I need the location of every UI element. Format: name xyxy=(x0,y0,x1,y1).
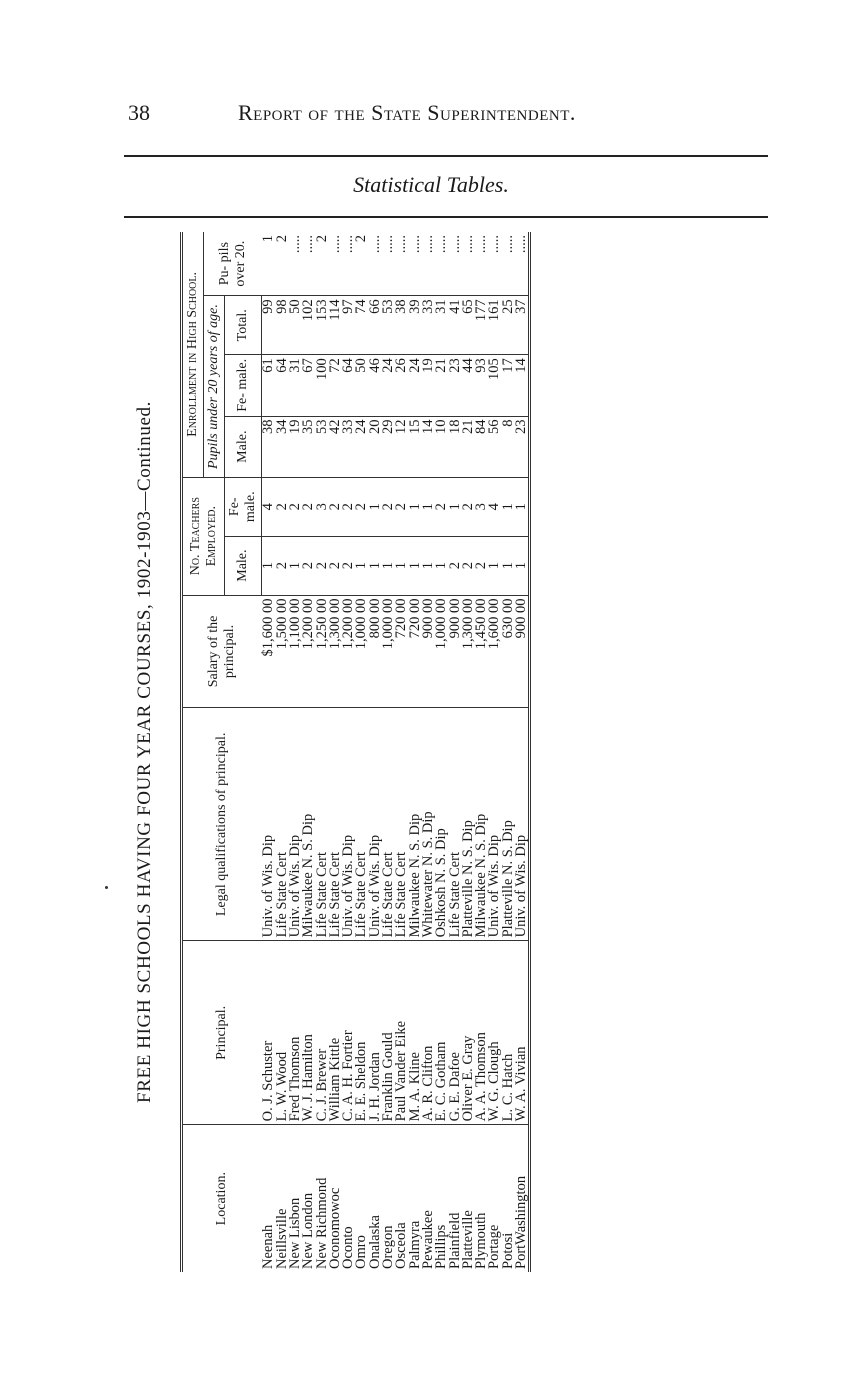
cell-principal: W. J. Hamilton xyxy=(302,941,315,1125)
cell-qualification: Oshkosh N. S. Dip xyxy=(435,708,448,941)
cell-pupils-total: 53 xyxy=(382,296,395,355)
header-over20: Pu- pils over 20. xyxy=(204,232,262,296)
cell-location: Pewaukee xyxy=(419,1210,436,1269)
cell-qualification: Univ. of Wis. Dip xyxy=(515,708,530,941)
cell-salary: 900 00 xyxy=(422,595,435,708)
cell-pupils-total: 153 xyxy=(316,296,329,355)
cell-principal: W. G. Clough xyxy=(488,941,501,1125)
cell-pupils-male: 18 xyxy=(449,416,462,477)
cell-pupils-male: 29 xyxy=(382,416,395,477)
table-body xyxy=(262,232,530,1272)
cell-location: New London xyxy=(300,1192,317,1269)
cell-qualification: Milwaukee N. S. Dip xyxy=(409,708,422,941)
cell-principal: J. H. Jordan xyxy=(369,941,382,1125)
cell-over20: ..... xyxy=(475,232,488,296)
cell-pupils-female: 23 xyxy=(449,355,462,416)
cell-pupils-total: 102 xyxy=(302,296,315,355)
cell-pupils-male: 10 xyxy=(435,416,448,477)
header-pupils-total: Total. xyxy=(225,296,262,355)
header-enrollment-group: Enrollment in High School. xyxy=(182,232,204,477)
cell-qualification: Life State Cert xyxy=(316,708,329,941)
cell-location: Omro xyxy=(353,1235,370,1269)
cell-pupils-female: 21 xyxy=(435,355,448,416)
cell-over20: ..... xyxy=(422,232,435,296)
table-title: FREE HIGH SCHOOLS HAVING FOUR YEAR COURSES, 1902-1903—Continued. xyxy=(134,401,155,1103)
cell-qualification: Life State Cert xyxy=(329,708,342,941)
cell-over20: ..... xyxy=(329,232,342,296)
cell-pupils-total: 41 xyxy=(449,296,462,355)
cell-location: Onalaska xyxy=(366,1215,383,1269)
cell-salary: 1,100 00 xyxy=(289,595,302,708)
cell-pupils-total: 65 xyxy=(462,296,475,355)
cell-over20: ..... xyxy=(515,232,530,296)
cell-pupils-male: 24 xyxy=(355,416,368,477)
cell-over20: ..... xyxy=(395,232,408,296)
cell-pupils-total: 99 xyxy=(262,296,276,355)
rotated-table-block xyxy=(134,232,774,1272)
cell-teachers-male: 1 xyxy=(262,536,276,595)
cell-teachers-female: 2 xyxy=(302,477,315,536)
cell-qualification: Milwaukee N. S. Dip xyxy=(475,708,488,941)
cell-over20: ..... xyxy=(302,232,315,296)
cell-principal: L. W. Wood xyxy=(276,941,289,1125)
cell-teachers-male: 1 xyxy=(488,536,501,595)
cell-qualification: Whitewater N. S. Dip xyxy=(422,708,435,941)
cell-principal: L. C. Hatch xyxy=(502,941,515,1125)
header-salary: Salary of the principal. xyxy=(182,595,262,708)
cell-teachers-male: 2 xyxy=(462,536,475,595)
cell-teachers-female: 2 xyxy=(382,477,395,536)
cell-pupils-male: 14 xyxy=(422,416,435,477)
cell-teachers-male: 1 xyxy=(435,536,448,595)
cell-pupils-male: 21 xyxy=(462,416,475,477)
cell-salary: 1,000 00 xyxy=(355,595,368,708)
cell-teachers-female: 1 xyxy=(369,477,382,536)
cell-salary: 900 00 xyxy=(515,595,530,708)
cell-pupils-female: 46 xyxy=(369,355,382,416)
cell-qualification: Univ. of Wis. Dip xyxy=(289,708,302,941)
cell-salary: 720 00 xyxy=(395,595,408,708)
cell-over20: 2 xyxy=(276,232,289,296)
cell-qualification: Univ. of Wis. Dip xyxy=(262,708,276,941)
header-teachers-female: Fe- male. xyxy=(225,477,262,536)
cell-salary: $1,600 00 xyxy=(262,595,276,708)
cell-qualification: Platteville N. S. Dip xyxy=(502,708,515,941)
cell-over20: 2 xyxy=(316,232,329,296)
cell-pupils-male: 19 xyxy=(289,416,302,477)
cell-principal: O. J. Schuster xyxy=(262,941,276,1125)
header-teachers-male: Male. xyxy=(225,536,262,595)
cell-teachers-female: 1 xyxy=(409,477,422,536)
cell-salary: 1,300 00 xyxy=(462,595,475,708)
cell-teachers-male: 2 xyxy=(329,536,342,595)
header-pupils-male: Male. xyxy=(225,416,262,477)
cell-qualification: Life State Cert xyxy=(276,708,289,941)
cell-qualification: Platteville N. S. Dip xyxy=(462,708,475,941)
cell-pupils-male: 23 xyxy=(515,416,530,477)
cell-pupils-female: 64 xyxy=(276,355,289,416)
cell-principal: E. E. Sheldon xyxy=(355,941,368,1125)
cell-location: New Richmond xyxy=(313,1177,330,1269)
cell-pupils-male: 35 xyxy=(302,416,315,477)
cell-location: New Lisbon xyxy=(286,1197,303,1269)
cell-pupils-female: 61 xyxy=(262,355,276,416)
header-principal: Principal. xyxy=(182,941,262,1125)
cell-teachers-female: 2 xyxy=(276,477,289,536)
header-teachers-group: No. Teachers Employed. xyxy=(182,477,225,595)
cell-pupils-female: 50 xyxy=(355,355,368,416)
cell-principal: M. A. Kline xyxy=(409,941,422,1125)
cell-salary: 1,500 00 xyxy=(276,595,289,708)
cell-over20: ..... xyxy=(449,232,462,296)
cell-pupils-female: 100 xyxy=(316,355,329,416)
cell-teachers-male: 1 xyxy=(289,536,302,595)
cell-pupils-female: 44 xyxy=(462,355,475,416)
cell-principal: C. J. Brewer xyxy=(316,941,329,1125)
cell-teachers-male: 1 xyxy=(395,536,408,595)
cell-location: Osceola xyxy=(393,1222,410,1269)
cell-pupils-total: 38 xyxy=(395,296,408,355)
cell-location: Oconto xyxy=(340,1226,357,1269)
cell-teachers-female: 1 xyxy=(502,477,515,536)
cell-teachers-female: 1 xyxy=(449,477,462,536)
cell-teachers-female: 2 xyxy=(355,477,368,536)
cell-salary: 1,300 00 xyxy=(329,595,342,708)
cell-teachers-male: 2 xyxy=(342,536,355,595)
cell-teachers-female: 4 xyxy=(488,477,501,536)
cell-pupils-total: 114 xyxy=(329,296,342,355)
cell-over20: ..... xyxy=(369,232,382,296)
cell-teachers-male: 1 xyxy=(515,536,530,595)
cell-pupils-total: 66 xyxy=(369,296,382,355)
statistics-table xyxy=(180,232,531,1272)
cell-pupils-total: 50 xyxy=(289,296,302,355)
cell-salary: 720 00 xyxy=(409,595,422,708)
cell-teachers-male: 2 xyxy=(302,536,315,595)
header-qualifications: Legal qualifications of principal. xyxy=(182,708,262,941)
cell-location: Platteville xyxy=(459,1210,476,1269)
cell-location: Plymouth xyxy=(473,1212,490,1269)
cell-salary: 1,450 00 xyxy=(475,595,488,708)
cell-principal: E. C. Gotham xyxy=(435,941,448,1125)
table-row xyxy=(515,232,530,1272)
cell-teachers-female: 2 xyxy=(342,477,355,536)
cell-teachers-female: 1 xyxy=(515,477,530,536)
cell-qualification: Life State Cert xyxy=(355,708,368,941)
cell-pupils-female: 17 xyxy=(502,355,515,416)
cell-pupils-male: 20 xyxy=(369,416,382,477)
cell-pupils-female: 19 xyxy=(422,355,435,416)
cell-principal: Paul Vander Eike xyxy=(395,941,408,1125)
cell-qualification: Univ. of Wis. Dip xyxy=(342,708,355,941)
section-rule xyxy=(124,216,768,218)
cell-pupils-male: 53 xyxy=(316,416,329,477)
cell-principal: A. R. Clifton xyxy=(422,941,435,1125)
cell-salary: 1,000 00 xyxy=(382,595,395,708)
cell-teachers-female: 4 xyxy=(262,477,276,536)
cell-pupils-female: 93 xyxy=(475,355,488,416)
cell-pupils-female: 31 xyxy=(289,355,302,416)
cell-pupils-female: 105 xyxy=(488,355,501,416)
header-location: Location. xyxy=(182,1125,262,1272)
cell-principal: C. A. H. Fortier xyxy=(342,941,355,1125)
cell-pupils-male: 34 xyxy=(276,416,289,477)
cell-pupils-female: 24 xyxy=(409,355,422,416)
cell-pupils-total: 161 xyxy=(488,296,501,355)
cell-pupils-male: 8 xyxy=(502,416,515,477)
cell-principal: G. E. Dafoe xyxy=(449,941,462,1125)
cell-salary: 1,600 00 xyxy=(488,595,501,708)
cell-teachers-female: 1 xyxy=(422,477,435,536)
cell-teachers-female: 3 xyxy=(316,477,329,536)
cell-pupils-female: 72 xyxy=(329,355,342,416)
cell-principal: A. A. Thomson xyxy=(475,941,488,1125)
cell-pupils-male: 84 xyxy=(475,416,488,477)
cell-over20: ..... xyxy=(462,232,475,296)
cell-over20: ..... xyxy=(342,232,355,296)
cell-principal: Franklin Gould xyxy=(382,941,395,1125)
running-head: Report of the State Superintendent. xyxy=(238,100,576,125)
cell-teachers-male: 1 xyxy=(382,536,395,595)
cell-location: Neenah xyxy=(260,1224,277,1269)
cell-pupils-total: 31 xyxy=(435,296,448,355)
cell-pupils-male: 33 xyxy=(342,416,355,477)
cell-pupils-male: 12 xyxy=(395,416,408,477)
cell-salary: 1,200 00 xyxy=(342,595,355,708)
cell-pupils-total: 98 xyxy=(276,296,289,355)
cell-over20: ..... xyxy=(502,232,515,296)
cell-pupils-female: 67 xyxy=(302,355,315,416)
cell-over20: ..... xyxy=(409,232,422,296)
cell-teachers-female: 2 xyxy=(435,477,448,536)
cell-pupils-total: 33 xyxy=(422,296,435,355)
cell-salary: 630 00 xyxy=(502,595,515,708)
cell-location: Oregon xyxy=(380,1225,397,1269)
cell-teachers-male: 2 xyxy=(276,536,289,595)
cell-teachers-female: 2 xyxy=(395,477,408,536)
cell-pupils-female: 64 xyxy=(342,355,355,416)
cell-salary: 900 00 xyxy=(449,595,462,708)
cell-salary: 800 00 xyxy=(369,595,382,708)
cell-qualification: Life State Cert xyxy=(382,708,395,941)
cell-teachers-female: 3 xyxy=(475,477,488,536)
cell-principal: Oliver E. Gray xyxy=(462,941,475,1125)
cell-location: Potosi xyxy=(499,1232,516,1269)
cell-over20: ..... xyxy=(488,232,501,296)
page-number: 38 xyxy=(128,100,150,125)
cell-location: Oconomowoc xyxy=(326,1187,343,1269)
cell-teachers-male: 1 xyxy=(502,536,515,595)
cell-qualification: Milwaukee N. S. Dip xyxy=(302,708,315,941)
cell-teachers-female: 2 xyxy=(289,477,302,536)
cell-location: Phillips xyxy=(433,1224,450,1269)
cell-teachers-male: 2 xyxy=(475,536,488,595)
cell-over20: 2 xyxy=(355,232,368,296)
cell-pupils-total: 74 xyxy=(355,296,368,355)
cell-pupils-female: 14 xyxy=(515,355,530,416)
cell-pupils-total: 39 xyxy=(409,296,422,355)
cell-principal: W. A. Vivian xyxy=(515,941,530,1125)
cell-teachers-male: 1 xyxy=(422,536,435,595)
cell-salary: 1,250 00 xyxy=(316,595,329,708)
cell-qualification: Univ. of Wis. Dip xyxy=(369,708,382,941)
cell-teachers-male: 1 xyxy=(369,536,382,595)
header-pupils-female: Fe- male. xyxy=(225,355,262,416)
cell-qualification: Life State Cert xyxy=(395,708,408,941)
cell-teachers-male: 2 xyxy=(316,536,329,595)
cell-teachers-female: 2 xyxy=(462,477,475,536)
cell-teachers-male: 1 xyxy=(409,536,422,595)
cell-pupils-female: 24 xyxy=(382,355,395,416)
cell-over20: ..... xyxy=(435,232,448,296)
cell-qualification: Univ. of Wis. Dip xyxy=(488,708,501,941)
header-under20-group: Pupils under 20 years of age. xyxy=(204,296,225,477)
cell-over20: ..... xyxy=(289,232,302,296)
cell-over20: 1 xyxy=(262,232,276,296)
cell-pupils-male: 38 xyxy=(262,416,276,477)
cell-principal: Fred Thomson xyxy=(289,941,302,1125)
cell-pupils-total: 97 xyxy=(342,296,355,355)
cell-pupils-total: 25 xyxy=(502,296,515,355)
cell-pupils-male: 56 xyxy=(488,416,501,477)
cell-principal: William Kittle xyxy=(329,941,342,1125)
cell-salary: 1,200 00 xyxy=(302,595,315,708)
cell-location: Portage xyxy=(486,1224,503,1269)
cell-pupils-total: 177 xyxy=(475,296,488,355)
cell-location: PortWashington xyxy=(515,1125,530,1272)
cell-pupils-total: 37 xyxy=(515,296,530,355)
cell-qualification: Life State Cert xyxy=(449,708,462,941)
cell-salary: 1,000 00 xyxy=(435,595,448,708)
cell-location: Neillsville xyxy=(273,1208,290,1269)
section-title: Statistical Tables. xyxy=(353,172,509,197)
print-speck xyxy=(105,886,108,889)
cell-teachers-male: 2 xyxy=(449,536,462,595)
cell-pupils-female: 26 xyxy=(395,355,408,416)
cell-location: Palmyra xyxy=(406,1220,423,1269)
cell-teachers-male: 1 xyxy=(355,536,368,595)
cell-teachers-female: 2 xyxy=(329,477,342,536)
cell-pupils-male: 42 xyxy=(329,416,342,477)
cell-location: Plainfield xyxy=(446,1212,463,1269)
cell-over20: ..... xyxy=(382,232,395,296)
cell-pupils-male: 15 xyxy=(409,416,422,477)
top-rule xyxy=(124,155,768,157)
